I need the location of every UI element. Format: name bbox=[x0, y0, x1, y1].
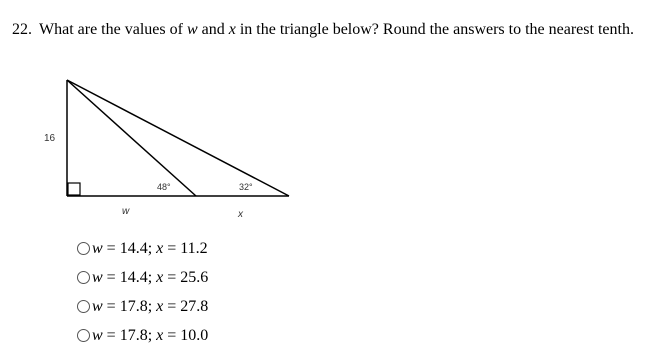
choice-text bbox=[92, 269, 208, 287]
right-angle-marker bbox=[68, 183, 80, 195]
question-number: 22. bbox=[12, 21, 32, 38]
radio-button[interactable] bbox=[77, 300, 90, 313]
radio-button[interactable] bbox=[77, 329, 90, 342]
angle-label-48: 48° bbox=[157, 182, 171, 192]
choice-var-x: x bbox=[156, 326, 164, 344]
variable-x: x bbox=[228, 21, 236, 38]
choice-b[interactable] bbox=[77, 263, 208, 292]
choice-value-x: = 25.6 bbox=[167, 268, 209, 286]
base-label-x: x bbox=[238, 209, 243, 220]
choice-value-x: = 27.8 bbox=[167, 297, 209, 315]
choice-var-x: x bbox=[156, 268, 164, 286]
radio-button[interactable] bbox=[77, 271, 90, 284]
angle-label-32: 32° bbox=[239, 182, 253, 192]
choice-var-w: w bbox=[92, 239, 103, 257]
choice-var-w: w bbox=[92, 297, 103, 315]
choice-var-w: w bbox=[92, 268, 103, 286]
choice-a[interactable] bbox=[77, 234, 208, 263]
choice-value-w: = 14.4; bbox=[106, 268, 157, 286]
question-text-part-2: and bbox=[201, 21, 225, 38]
choice-var-x: x bbox=[156, 297, 164, 315]
choice-value-w: = 17.8; bbox=[106, 297, 157, 315]
choice-value-w: = 14.4; bbox=[106, 239, 157, 257]
choice-d[interactable] bbox=[77, 321, 208, 350]
variable-w: w bbox=[186, 21, 198, 38]
choice-value-w: = 17.8; bbox=[106, 326, 157, 344]
choice-c[interactable] bbox=[77, 292, 208, 321]
choice-text bbox=[92, 298, 208, 316]
choice-var-x: x bbox=[156, 239, 164, 257]
choice-var-w: w bbox=[92, 326, 103, 344]
question-text-part-1: What are the values of bbox=[39, 21, 183, 38]
base-label-w: w bbox=[122, 206, 130, 217]
question-text-part-3: in the triangle below? Round the answers to the nearest tenth. bbox=[239, 21, 634, 38]
choice-text bbox=[92, 327, 208, 345]
choice-value-x: = 11.2 bbox=[167, 239, 208, 257]
hypotenuse bbox=[67, 80, 289, 196]
answer-choices bbox=[77, 234, 208, 350]
choice-value-x: = 10.0 bbox=[167, 326, 209, 344]
side-label-16: 16 bbox=[44, 133, 56, 144]
choice-text bbox=[92, 240, 208, 258]
radio-button[interactable] bbox=[77, 242, 90, 255]
